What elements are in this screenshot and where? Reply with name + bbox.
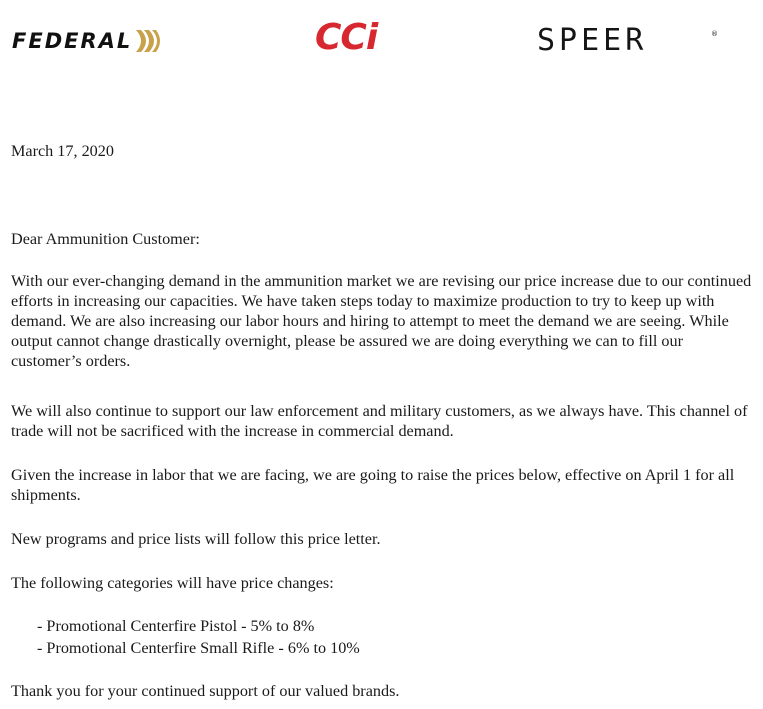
list-item: - Promotional Centerfire Pistol - 5% to 8% <box>37 617 315 635</box>
paragraph-categories-intro: The following categories will have price changes: <box>11 574 334 592</box>
speer-registered-mark: ® <box>711 30 718 38</box>
federal-bullet-mark-icon <box>134 28 164 54</box>
paragraph-price-raise: Given the increase in labor that we are facing, we are going to raise the prices below, effective on April 1 for all shipments. <box>11 466 735 504</box>
price-change-list <box>37 615 360 659</box>
speer-logo <box>537 26 722 56</box>
federal-logo-text: FEDERAL <box>12 29 133 53</box>
paragraph-capacity: With our ever-changing demand in the ammunition market we are revising our price increase due to our continued efforts in increasing our capacities. We have taken steps today to maximize production to try to keep up with demand. We are also increasing our labor hours and hiring to attempt to meet the demand we are seeing. While output cannot change drastically overnight, please be assured we are doing everything we can to fill our customer’s orders. <box>11 272 752 370</box>
cci-logo: CCi <box>315 17 378 58</box>
federal-logo <box>12 28 164 54</box>
brand-logo-bar <box>0 0 763 70</box>
letter-date: March 17, 2020 <box>11 142 114 160</box>
paragraph-law-enforcement: We will also continue to support our law enforcement and military customers, as we always have. This channel of trade will not be sacrificed with the increase in commercial demand. <box>11 402 748 440</box>
letter-closing: Thank you for your continued support of our valued brands. <box>11 682 400 700</box>
letter-salutation: Dear Ammunition Customer: <box>11 230 200 248</box>
speer-logo-text: SPEER <box>537 26 648 56</box>
list-item: - Promotional Centerfire Small Rifle - 6% to 10% <box>37 639 360 657</box>
paragraph-programs: New programs and price lists will follow this price letter. <box>11 530 381 548</box>
